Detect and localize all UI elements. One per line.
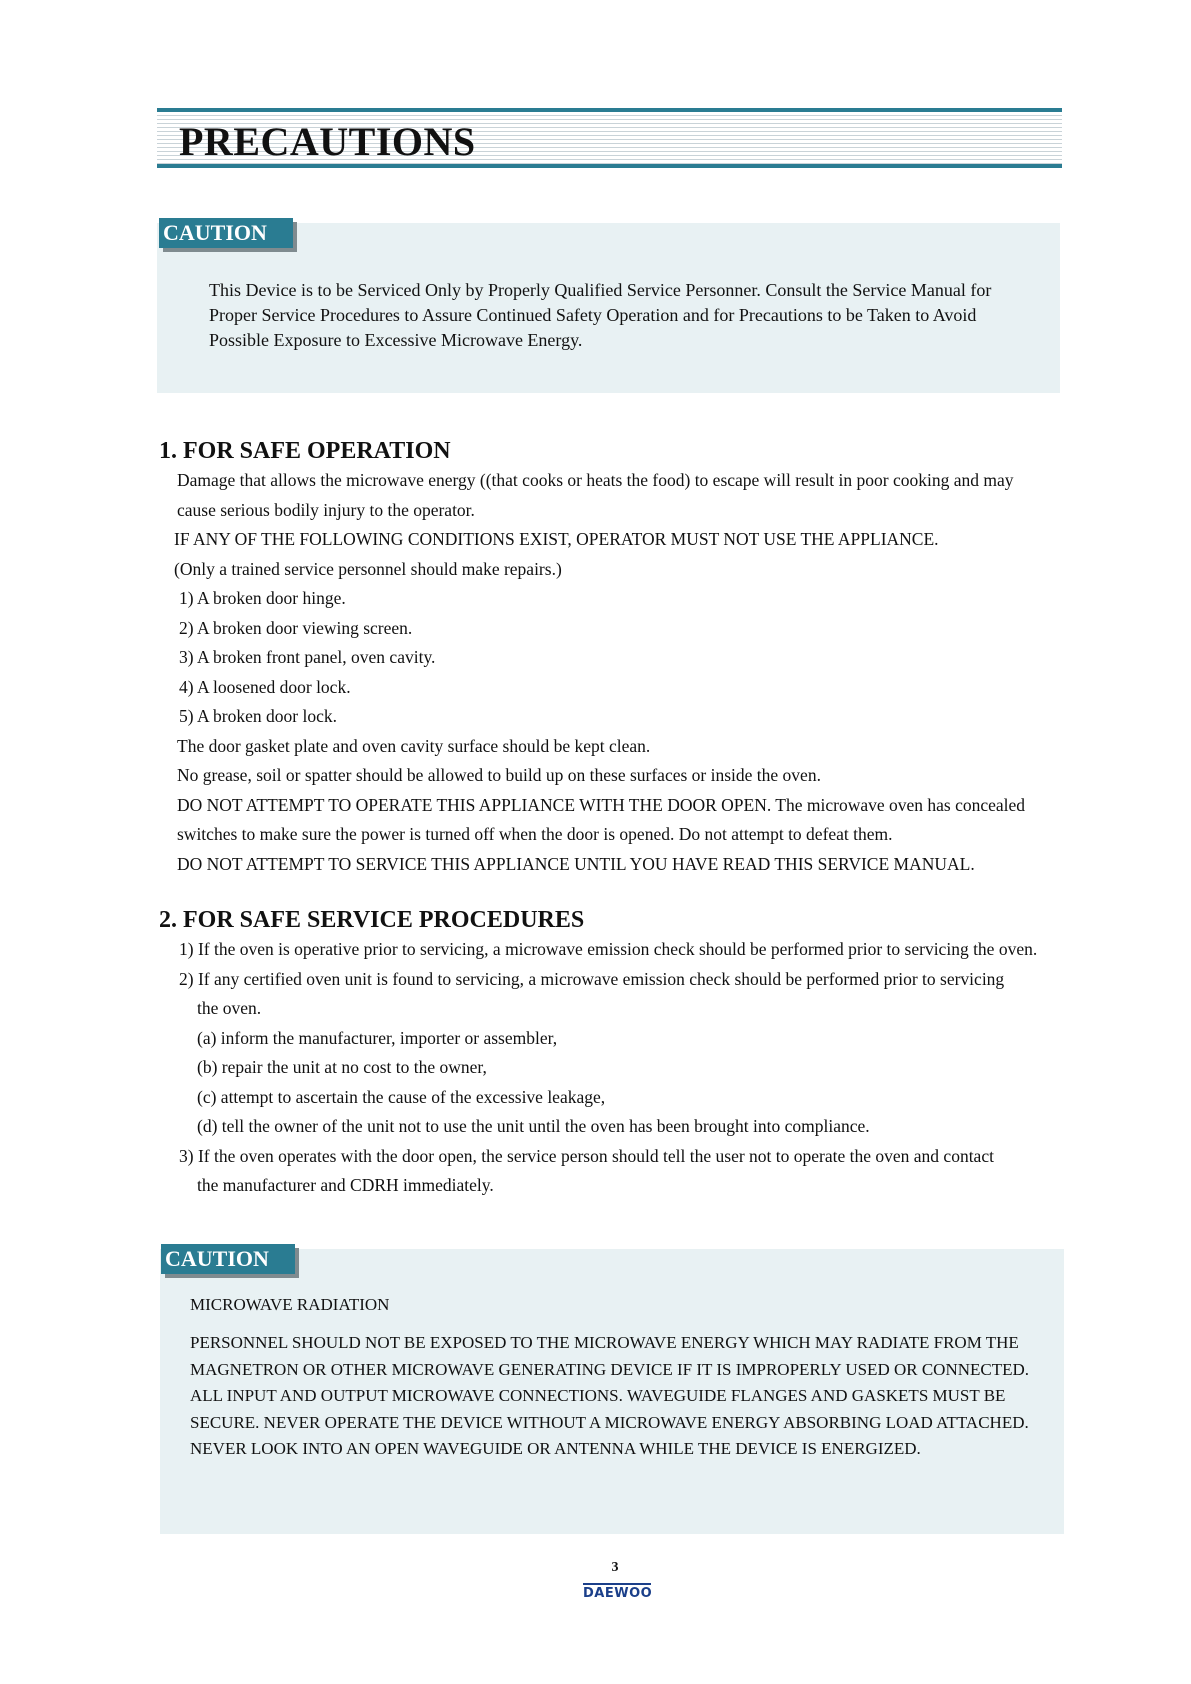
list-item: 3) If the oven operates with the door open, the service person should tell the user not to operate the oven and contact xyxy=(179,1145,994,1166)
radiation-heading: MICROWAVE RADIATION xyxy=(190,1295,390,1314)
list-item: 1) If the oven is operative prior to servicing, a microwave emission check should be performed prior to servicing the oven. xyxy=(179,939,1038,959)
caution-text-1 xyxy=(209,278,1059,353)
body-line: (Only a trained service personnel should make repairs.) xyxy=(174,558,562,579)
body-line: IF ANY OF THE FOLLOWING CONDITIONS EXIST, OPERATOR MUST NOT USE THE APPLIANCE. xyxy=(174,529,939,549)
list-item: (a) inform the manufacturer, importer or assembler, xyxy=(197,1027,558,1048)
list-item: the oven. xyxy=(197,998,262,1018)
body-line: DO NOT ATTEMPT TO SERVICE THIS APPLIANCE UNTIL YOU HAVE READ THIS SERVICE MANUAL. xyxy=(177,853,975,874)
section-title-safe-operation: 1. FOR SAFE OPERATION xyxy=(159,438,451,464)
caution-line: This Device is to be Serviced Only by Properly Qualified Service Personner. Consult the Service Manual for xyxy=(209,280,992,300)
body-line: cause serious bodily injury to the operator. xyxy=(177,499,475,520)
body-line: Damage that allows the microwave energy ((that cooks or heats the food) to escape will result in poor cooking and may xyxy=(177,470,1014,490)
list-item: 4) A loosened door lock. xyxy=(179,676,351,697)
list-item: 2) If any certified oven unit is found to servicing, a microwave emission check should be performed prior to servicing xyxy=(179,968,1005,989)
caution-label-2: CAUTION xyxy=(161,1244,295,1274)
caution-line: Proper Service Procedures to Assure Continued Safety Operation and for Precautions to be Taken to Avoid xyxy=(209,305,977,325)
page-number: 3 xyxy=(611,1560,619,1575)
list-item: (c) attempt to ascertain the cause of the excessive leakage, xyxy=(197,1086,606,1107)
list-item: (b) repair the unit at no cost to the owner, xyxy=(197,1057,487,1077)
radiation-warning-text: PERSONNEL SHOULD NOT BE EXPOSED TO THE MICROWAVE ENERGY WHICH MAY RADIATE FROM THE MAGNETRON OR OTHER MICROWAVE GENERATING DEVICE IF IT IS IMPROPERLY USED OR CONNECTED. ALL INPUT AND OUTPUT MICROWAVE CONNECTIONS. WAVEGUIDE FLANGES AND GASKETS MUST BE SECURE. NEVER OPERATE THE DEVICE WITHOUT A MICROWAVE ENERGY ABSORBING LOAD ATTACHED. NEVER LOOK INTO AN OPEN WAVEGUIDE OR ANTENNA WHILE THE DEVICE IS ENERGIZED. xyxy=(190,1333,1030,1458)
caution-line: Possible Exposure to Excessive Microwave Energy. xyxy=(209,330,583,350)
list-item: 2) A broken door viewing screen. xyxy=(179,617,413,638)
section-title-safe-service: 2. FOR SAFE SERVICE PROCEDURES xyxy=(159,907,585,933)
page-title: PRECAUTIONS xyxy=(179,119,476,164)
body-line: The door gasket plate and oven cavity surface should be kept clean. xyxy=(177,735,651,756)
list-item: the manufacturer and CDRH immediately. xyxy=(197,1175,494,1195)
list-item: 5) A broken door lock. xyxy=(179,706,337,726)
list-item: 1) A broken door hinge. xyxy=(179,588,346,608)
list-item: (d) tell the owner of the unit not to use the unit until the oven has been brought into compliance. xyxy=(197,1116,870,1136)
section-body-safe-operation xyxy=(174,466,1026,879)
body-line: switches to make sure the power is turned off when the door is opened. Do not attempt to defeat them. xyxy=(177,824,893,844)
body-line: DO NOT ATTEMPT TO OPERATE THIS APPLIANCE WITH THE DOOR OPEN. The microwave oven has concealed xyxy=(177,794,1026,815)
page-title-banner xyxy=(157,108,1062,168)
body-line: No grease, soil or spatter should be allowed to build up on these surfaces or inside the oven. xyxy=(177,765,821,785)
section-body-safe-service xyxy=(179,935,1037,1201)
caution-label-1: CAUTION xyxy=(159,218,293,248)
list-item: 3) A broken front panel, oven cavity. xyxy=(179,647,436,667)
daewoo-logo: DAEWOO xyxy=(583,1583,651,1601)
